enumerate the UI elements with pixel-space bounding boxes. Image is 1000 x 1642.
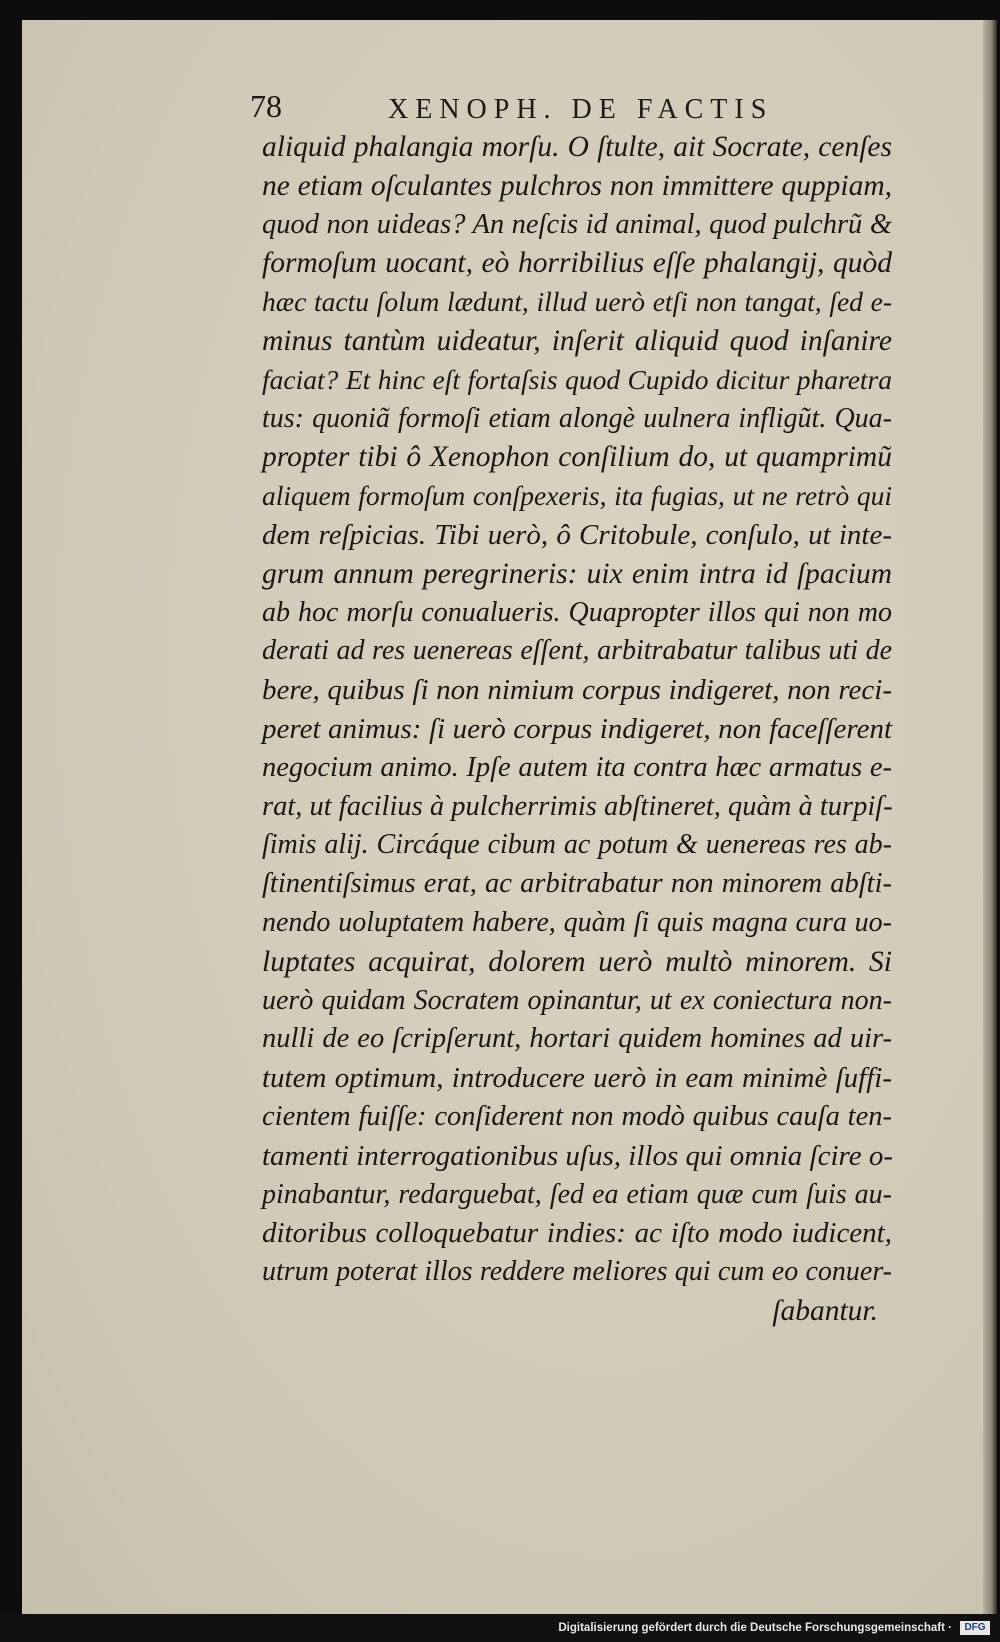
text-line: grum annum peregrineris: uix enim intra id ſpacium [262, 557, 892, 590]
page-edge-shadow [983, 20, 997, 1614]
page-number: 78 [250, 88, 282, 124]
text-line: peret animus: ſi uerò corpus indigeret, non faceſſerent [262, 712, 892, 745]
text-line: nulli de eo ſcripſerunt, hortari quidem homines ad uir- [262, 1023, 892, 1055]
text-line: bere, quibus ſi non nimium corpus indigeret, non reci- [262, 674, 892, 707]
text-line: tutem optimum, introducere uerò in eam minimè ſuffi- [262, 1062, 892, 1095]
text-line: derati ad res uenereas eſſent, arbitrabatur talibus uti de [262, 635, 892, 667]
text-line: cientem fuiſſe: conſiderent non modò quibus cauſa ten- [262, 1100, 892, 1132]
text-line: propter tibi ô Xenophon conſilium do, ut quamprimũ [262, 441, 892, 474]
text-line: negocium animo. Ipſe autem ita contra hæc armatus e- [262, 751, 892, 783]
text-line: aliquem formoſum conſpexeris, ita fugias, ut ne retrò qui [262, 480, 892, 512]
text-line: quod non uideas? An neſcis id animal, quod pulchrũ & [262, 208, 892, 240]
text-line: ſimis alij. Circáque cibum ac potum & uenereas res ab- [262, 829, 892, 861]
text-line: luptates acquirat, dolorem uerò multò minorem. Si [262, 945, 892, 978]
text-line: formoſum uocant, eò horribilius eſſe phalangij, quòd [262, 247, 892, 280]
text-line: rat, ut facilius à pulcherrimis abſtineret, quàm à turpiſ- [262, 790, 893, 822]
text-line: tus: quoniã formoſi etiam alongè uulnera infligũt. Qua- [262, 402, 892, 434]
text-line: aliquid phalangia morſu. O ſtulte, ait Socrate, cenſes [262, 131, 892, 163]
text-line: dem reſpicias. Tibi uerò, ô Critobule, conſulo, ut inte- [262, 518, 892, 551]
text-line: uerò quidam Socratem opinantur, ut ex coniectura non- [262, 984, 892, 1016]
text-line: utrum poterat illos reddere meliores qui cum eo conuer- [262, 1256, 892, 1288]
text-line: hæc tactu ſolum lædunt, illud uerò etſi non tangat, ſed e- [262, 286, 892, 318]
text-line: nendo uoluptatem habere, quàm ſi quis magna cura uo- [262, 906, 892, 938]
page-header [250, 88, 850, 132]
text-line: pinabantur, redarguebat, ſed ea etiam quæ cum ſuis au- [262, 1178, 892, 1210]
text-line-final: ſabantur. [772, 1294, 878, 1327]
text-line: faciat? Et hinc eſt fortaſsis quod Cupido dicitur pharetra [262, 363, 892, 395]
body-text [262, 128, 892, 1331]
text-line: ab hoc morſu conualueris. Quapropter illos qui non mo [262, 596, 892, 628]
running-title: XENOPH. DE FACTIS [388, 94, 774, 125]
text-line: ne etiam oſculantes pulchros non immittere quppiam, [262, 169, 892, 202]
text-line: tamenti interrogationibus uſus, illos qui omnia ſcire o- [262, 1139, 894, 1172]
text-line: ditoribus colloquebatur indies: ac iſto modo iudicent, [262, 1217, 892, 1250]
text-line: ſtinentiſsimus erat, ac arbitrabatur non minorem abſti- [262, 868, 892, 900]
text-line: minus tantùm uideatur, inſerit aliquid quod inſanire [262, 324, 892, 357]
dfg-logo: DFG [960, 1621, 990, 1635]
funding-credit: Digitalisierung gefördert durch die Deutsche Forschungsgemeinschaft · [558, 1622, 952, 1634]
